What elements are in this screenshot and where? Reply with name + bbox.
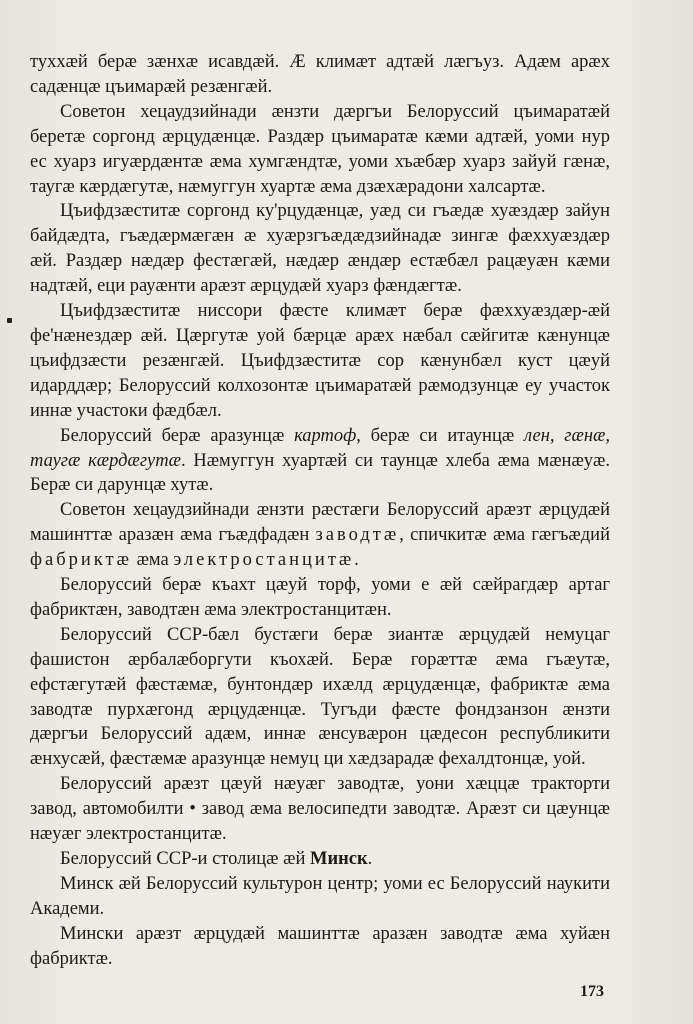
p10-text-c: . <box>367 849 373 869</box>
p6-text-g: . <box>354 550 359 571</box>
margin-mark <box>7 318 12 323</box>
p10-bold-minsk: Минск <box>310 849 368 869</box>
paragraph-8: Белоруссий ССР-бæл бустæги берæ зиантæ æрцудæй немуцаг фашистон æрбалæборгути къохæй. Берæ горæттæ æма гъæутæ, ефстæгутæй фæстæмæ, бунтондæр ихæлд æрцудæнцæ, фабриктæ æма заводтæ пурхæгонд æрцудæнцæ. Тугъди фæсте фондзанзон æнзти дæргъи Белоруссий адæм, иннæ æнсувæрон цæдесон республикити æнхусæй, фæстæмæ аразунцæ немуц ци хæдзарадæ фехалдтонцæ, уой. <box>30 624 610 770</box>
p5-italic-potato: картоф <box>294 425 357 446</box>
paragraph-12: Мински арæзт æрцудæй машинттæ аразæн заводтæ æма хуйæн фабриктæ. <box>30 923 610 969</box>
p6-text-c: , спичкитæ æма гæгъæдий <box>399 525 610 546</box>
p5-text-e: . Нæмуггун хуартæй си таунцæ хлеба æма мæнæуæ. Берæ си дарунцæ хутæ. <box>30 450 611 496</box>
p6-spaced-plants: заводтæ <box>315 525 400 546</box>
paragraph-10 <box>30 847 610 872</box>
p6-text-e: æма <box>131 550 174 571</box>
paragraph-5 <box>30 424 610 499</box>
body-text <box>30 50 610 972</box>
p6-spaced-factories: фабриктæ <box>30 550 132 571</box>
paragraph-3: Цъифдзæститæ соргонд ку'рцудæнцæ, уæд си гъæдæ хуæздæр зайун байдæдта, гъæдæрмæгæн æ хуæрзгъæдæдзийнадæ зингæ фæххуæздæр æй. Раздæр нæдæр фестæгæй, нæдæр æндæр естæбæл рацæуæн кæми надтæй, еци рауæнти арæзт æрцудæй хуарз фæндæгтæ. <box>30 201 610 297</box>
paragraph-7: Белоруссий берæ къахт цæуй торф, уоми е æй сæйрагдæр артаг фабриктæн, заводтæн æма электростанцитæн. <box>30 575 610 620</box>
paragraph-4: Цъифдзæститæ ниссори фæсте климæт берæ фæххуæздæр-æй фе'нæнездæр æй. Цæргутæ уой бæрцæ арæх нæбал сæйгитæ кæнунцæ цъифдзæсти резæнгæй. Цъифдзæститæ сор кæнунбæл куст цæуй идарддæр; Белоруссий колхозонтæ цъимаратæй рæмодзунцæ еу участок иннæ участоки фæдбæл. <box>30 301 610 421</box>
page-number: 173 <box>580 983 604 1000</box>
p5-text-c: , берæ си итаунцæ <box>356 425 524 446</box>
paragraph-6 <box>30 498 610 573</box>
paragraph-9: Белоруссий арæзт цæуй нæуæг заводтæ, уони хæццæ тракторти завод, автомобилти • завод æма велосипедти заводтæ. Арæзт си цæунцæ нæуæг электростанцитæ. <box>30 774 610 845</box>
paragraph-1: туххæй берæ зæнхæ исавдæй. Æ климæт адтæй лæгъуз. Адæм арæх садæнцæ цъимарæй резæнгæй. <box>30 52 610 97</box>
p5-text-a: Белоруссий берæ аразунцæ <box>60 425 295 446</box>
p10-text-a: Белоруссий ССР-и столицæ æй <box>60 849 310 869</box>
p5-italic-crops: лен, гæнæ, таугæ кæрдæгутæ <box>30 425 610 471</box>
p6-text-a: Советон хецаудзийнади æнзти рæстæги Белоруссий арæзт æрцудæй машинттæ аразæн æма гъæдфадæн <box>30 500 610 546</box>
p6-spaced-power-stations: электростанцитæ <box>173 550 355 571</box>
paragraph-11: Минск æй Белоруссий культурон центр; уоми ес Белоруссий наукити Академи. <box>30 873 610 919</box>
paragraph-2: Советон хецаудзийнади æнзти дæргъи Белоруссий цъимаратæй беретæ соргонд æрцудæнцæ. Раздæр цъимаратæ кæми адтæй, уоми нур ес хуарз игуæрдæнтæ æма хумгæндтæ, уоми хъæбæр хуарз зайуй гæнæ, таугæ кæрдæгутæ, нæмуггун хуартæ æма дзæхæрадони халсартæ. <box>30 101 610 197</box>
